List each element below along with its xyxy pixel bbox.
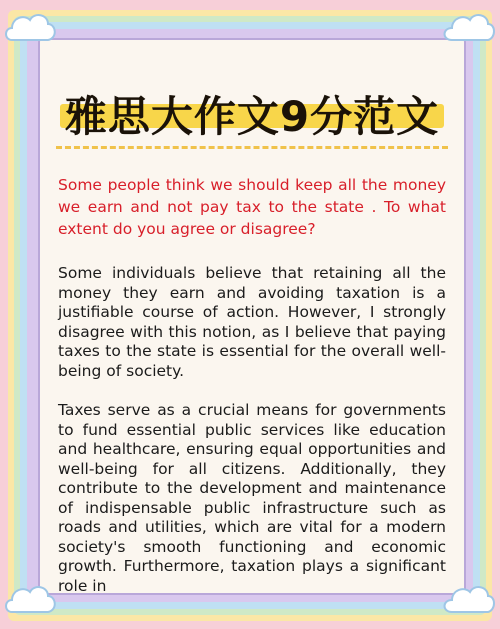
- cloud-icon: [440, 580, 498, 620]
- cloud-icon: [440, 8, 498, 48]
- page-title: 雅思大作文9分范文: [64, 92, 440, 141]
- dashed-divider: [56, 146, 448, 149]
- essay-paragraph-1: Some individuals believe that retaining all the money they earn and avoiding taxation is a justifiable course of action. However, I strongly disagree with this notion, as I believe that paying taxes to the state is essential for the overall well-being of society.: [58, 264, 446, 380]
- essay-card: [38, 38, 466, 595]
- cloud-icon: [2, 580, 60, 620]
- essay-paragraph-2: Taxes serve as a crucial means for governments to fund essential public services like education and healthcare, ensuring equal opportunities and well-being for all citizens. Additionally, they contribute to the development and maintenance of indispensable public infrastructure such as roads and utilities, which are vital for a modern society's smooth functioning and economic growth. Furthermore, taxation plays a significant role in: [58, 401, 446, 595]
- essay-question: Some people think we should keep all the money we earn and not pay tax to the state . To what extent do you agree or disagree?: [58, 176, 446, 238]
- cloud-icon: [2, 8, 60, 48]
